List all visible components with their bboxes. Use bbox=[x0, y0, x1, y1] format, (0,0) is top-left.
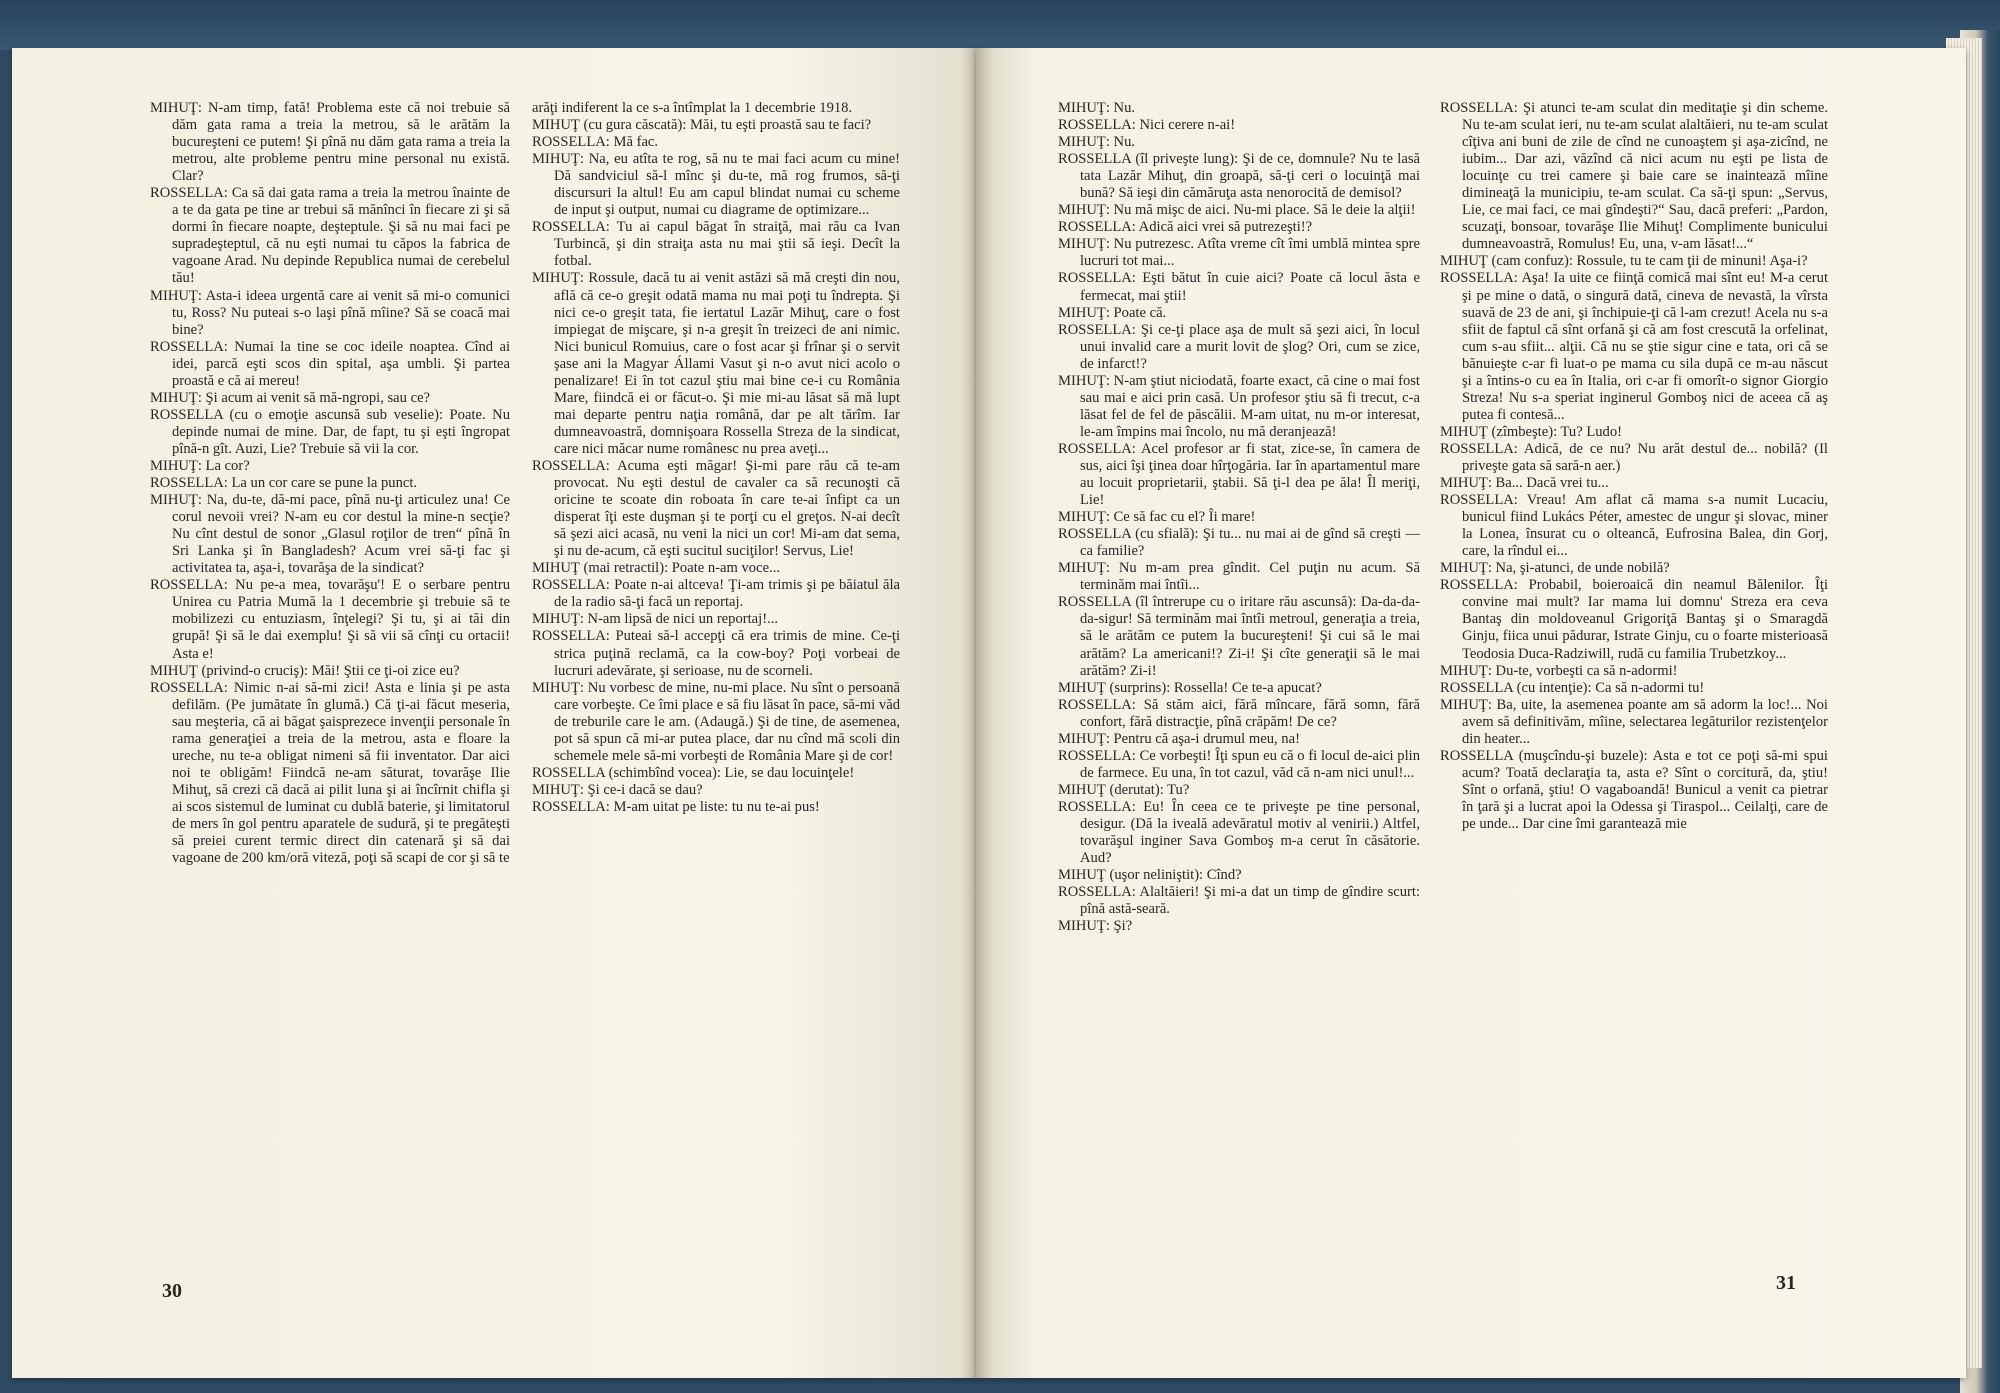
dialogue-paragraph: MIHUŢ: N-am timp, fată! Problema este că noi trebuie să dăm gata rama a treia la metrou, să le arătăm la bucureşteni ce putem! Şi pînă nu dăm gata rama a treia la metrou, alte probleme pentru mine personal nu există. Clar? bbox=[150, 100, 510, 185]
dialogue-paragraph: MIHUŢ: Asta-i ideea urgentă care ai venit să mi-o comunici tu, Ross? Nu puteai s-o laşi pînă mîine? Să se coacă mai bine? bbox=[150, 287, 510, 338]
dialogue-paragraph: MIHUŢ (surprins): Rossella! Ce te-a apucat? bbox=[1058, 679, 1322, 696]
dialogue-paragraph: MIHUŢ: Nu. bbox=[1058, 100, 1136, 116]
dialogue-paragraph: MIHUŢ: Şi ce-i dacă se dau? bbox=[532, 781, 703, 798]
dialogue-paragraph: ROSSELLA: Adică, de ce nu? Nu arăt destul de... nobilă? (Il priveşte gata să sară-n aer.) bbox=[1440, 440, 1828, 474]
dialogue-paragraph: ROSSELLA (îl priveşte lung): Şi de ce, domnule? Nu te lasă tata Lazăr Mihuţ, din groapă, să-ţi ceri o locuinţă mai bună? Să ieşi din cămăruţa asta nenorocită de demisol? bbox=[1058, 151, 1420, 202]
text-column-2 bbox=[532, 100, 900, 816]
dialogue-paragraph: ROSSELLA: M-am uitat pe liste: tu nu te-ai pus! bbox=[532, 798, 820, 815]
dialogue-paragraph: ROSSELLA: Nici cerere n-ai! bbox=[1058, 117, 1236, 134]
dialogue-paragraph: MIHUŢ: La cor? bbox=[150, 457, 250, 474]
dialogue-paragraph: MIHUŢ: N-am ştiut niciodată, foarte exact, că cine o mai fost sau mai e aici prin casă. Un profesor ştiu să fi trecut, c-a lăsat fel de fel de păscălii. M-am uitat, nu m-or interesat, le-am împins mai încolo, nu mă deranjează! bbox=[1058, 372, 1420, 440]
dialogue-paragraph: ROSSELLA (schimbînd vocea): Lie, se dau locuinţele! bbox=[532, 764, 855, 781]
text-column-4 bbox=[1440, 100, 1828, 833]
dialogue-paragraph: ROSSELLA: Şi atunci te-am sculat din meditaţie şi din scheme. Nu te-am sculat ieri, nu te-am sculat alaltăieri, nu te-am sculat cîţiva ani buni de zile de cînd ne cunoaştem şi aşa-zicînd, ne iubim... Dar azi, văzînd că nici acum nu eşti pe lista de locuinţe cu trei camere şi baie care se inaintează mîine dimineaţă la municipiu, te-am sculat. Ca să-ţi spun: „Servus, Lie, ce mai faci, ce mai gîndeşti?“ Sau, dacă preferi: „Pardon, scuzaţi, bonsoar, tovarăşe Ilie Mihuţ! Complimente bunicului dumneavoastră, Romulus! Eu, una, v-am lăsat!...“ bbox=[1440, 100, 1828, 253]
dialogue-paragraph: ROSSELLA: La un cor care se pune la punct. bbox=[150, 475, 418, 492]
dialogue-paragraph: MIHUŢ: Ba... Dacă vrei tu... bbox=[1440, 475, 1609, 492]
dialogue-paragraph: arăţi indiferent la ce s-a întîmplat la 1 decembrie 1918. bbox=[532, 100, 853, 116]
dialogue-paragraph: ROSSELLA: Eu! În ceea ce te priveşte pe tine personal, desigur. (Dă la iveală adevăratul motiv al venirii.) Altfel, tovarăşul inginer Sava Gomboş m-a cerut în căsătorie. Aud? bbox=[1058, 798, 1420, 867]
dialogue-paragraph: ROSSELLA: Nu pe-a mea, tovarăşu'! E o serbare pentru Unirea cu Patria Mumă la 1 decembrie şi trebuie să te mobilizezi cu entuziasm, înţelegi? Şi tu, şi ai tăi din grupă! Şi să le dai exemplu! Şi să vii să cînţi cu ortacii! Asta e! bbox=[150, 577, 510, 662]
dialogue-paragraph: ROSSELLA (muşcîndu-şi buzele): Asta e tot ce poţi să-mi spui acum? Toată declaraţia ta, asta e? Sînt o corcitură, da, ştiu! Sînt o orfană, ştiu! O vagaboandă! Bunicul a venit ca pietrar în ţară şi a lucrat apoi la Odessa şi Tiraspol... Ceilalţi, care de pe unde... Dar cine îmi garantează mie bbox=[1440, 747, 1828, 832]
dialogue-paragraph: ROSSELLA: Poate n-ai altceva! Ţi-am trimis şi pe băiatul ăla de la radio să-ţi facă un reportaj. bbox=[532, 577, 900, 611]
dialogue-paragraph: ROSSELLA: Probabil, boieroaică din neamul Bălenilor. Îţi convine mai mult? Iar mama lui domnu' Streza era ceva Bantaş din moldoveanul Grigoriţă Bantaş şi o Smaragdă Ginju, fiica unui pădurar, Istrate Ginju, cu o foarte misterioasă Teodosia Duca-Radziwill, rudă cu familia Trubetzkoy... bbox=[1440, 577, 1828, 662]
book-gutter bbox=[960, 48, 994, 1378]
dialogue-paragraph: MIHUŢ: Pentru că aşa-i drumul meu, na! bbox=[1058, 730, 1300, 747]
dialogue-paragraph: MIHUŢ (zîmbeşte): Tu? Ludo! bbox=[1440, 423, 1622, 440]
dialogue-paragraph: ROSSELLA: Vreau! Am aflat că mama s-a numit Lucaciu, bunicul fiind Lukács Péter, amestec de ungur şi slovac, miner la Lonea, însurat cu o olteancă, Eufrosina Balea, din Gorj, care, la rîndul ei... bbox=[1440, 492, 1828, 560]
dialogue-paragraph: ROSSELLA (cu sfială): Şi tu... nu mai ai de gînd să creşti — ca familie? bbox=[1058, 526, 1420, 560]
dialogue-paragraph: MIHUŢ (mai retractil): Poate n-am voce... bbox=[532, 560, 781, 577]
dialogue-paragraph: MIHUŢ (uşor neliniştit): Cînd? bbox=[1058, 867, 1242, 884]
dialogue-paragraph: MIHUŢ: Nu. bbox=[1058, 134, 1136, 151]
dialogue-paragraph: MIHUŢ: Na, eu atîta te rog, să nu te mai faci acum cu mine! Dă sandviciul să-l mînc şi du-te, mă rog frumos, să-ţi discursuri la altul! Eu am capul blindat numai cu scheme de input şi output, numai cu diagrame de optimizare... bbox=[532, 151, 900, 219]
dialogue-paragraph: ROSSELLA: Ca să dai gata rama a treia la metrou înainte de a te da gata pe tine ar trebui să mănînci în fiecare zi şi să dormi în fiecare noapte, deşteptule. Şi să nu mai faci pe supradeşteptul, că nu eşti numai tu căpos la fabrica de vagoane Arad. Nu depinde Republica numai de cerebelul tău! bbox=[150, 185, 510, 287]
dialogue-paragraph: ROSSELLA: Mă fac. bbox=[532, 134, 659, 151]
dialogue-paragraph: MIHUŢ (cu gura căscată): Măi, tu eşti proastă sau te faci? bbox=[532, 117, 872, 134]
dialogue-paragraph: MIHUŢ: Ba, uite, la asemenea poante am să adorm la loc!... Noi avem să definitivăm, mîine, selectarea legăturilor rezistenţelor din heater... bbox=[1440, 696, 1828, 747]
dialogue-paragraph: MIHUŢ: Nu mă mişc de aici. Nu-mi place. Să le deie la alţii! bbox=[1058, 202, 1416, 219]
dialogue-paragraph: ROSSELLA (îl întrerupe cu o iritare rău ascunsă): Da-da-da-da-sigur! Să terminăm mai întîi metroul, generaţia a treia, să le arătăm ce putem la bucureşteni! Şi cui să le mai arătăm? La americani!? Zi-i! Şi cîte generaţii să le mai arătăm? Zi-i! bbox=[1058, 594, 1420, 679]
dialogue-paragraph: MIHUŢ: Şi acum ai venit să mă-ngropi, sau ce? bbox=[150, 389, 431, 406]
dialogue-paragraph: MIHUŢ: Nu putrezesc. Atîta vreme cît îmi umblă mintea spre lucruri tot mai... bbox=[1058, 236, 1420, 270]
dialogue-paragraph: ROSSELLA: Tu ai capul băgat în straiţă, mai rău ca Ivan Turbincă, şi din straiţa asta nu mai ştii să ieşi. Decît la fotbal. bbox=[532, 219, 900, 270]
dialogue-paragraph: MIHUŢ: Du-te, vorbeşti ca să n-adormi! bbox=[1440, 662, 1678, 679]
dialogue-paragraph: ROSSELLA: Eşti bătut în cuie aici? Poate că locul ăsta e fermecat, mai ştii! bbox=[1058, 270, 1420, 304]
dialogue-paragraph: MIHUŢ: Ce să fac cu el? Îi mare! bbox=[1058, 509, 1256, 526]
dialogue-paragraph: ROSSELLA: Puteai să-l accepţi că era trimis de mine. Ce-ţi strica puţină reclamă, ca la cow-boy? Poţi vorbeai de lucruri adevărate, şi serioase, nu de scorneli. bbox=[532, 628, 900, 679]
book-cover-top bbox=[0, 0, 2000, 50]
dialogue-paragraph: ROSSELLA: Acuma eşti măgar! Şi-mi pare rău că te-am provocat. Nu eşti destul de cavaler ca să recunoşti că oricine te scoate din roboata în care te-ai înfipt ca un disperat îţi este duşman şi te porţi cu el greţos. N-ai decît să şezi aici acasă, nu veni la nici un cor! Mi-am dat sema, şi nu de-acum, că eşti sucitul suciţilor! Servus, Lie! bbox=[532, 457, 900, 560]
dialogue-paragraph: ROSSELLA (cu o emoţie ascunsă sub veselie): Poate. Nu depinde numai de mine. Dar, de fapt, tu şi eşti îngropat pînă-n gît. Auzi, Lie? Trebuie să vii la cor. bbox=[150, 406, 510, 457]
page-number-left: 30 bbox=[162, 1280, 182, 1302]
dialogue-paragraph: MIHUŢ (derutat): Tu? bbox=[1058, 781, 1190, 798]
dialogue-paragraph: MIHUŢ: Na, du-te, dă-mi pace, pînă nu-ţi articulez una! Ce corul nevoii vrei? N-am eu cor destul la mine-n secţie? Nu cînt destul de sonor „Glasul roţilor de tren“ pînă în Sri Lanka şi în Bangladesh? Acum vrei să-ţi fac şi activitatea ta, aşa-i, tovarăşa de la sindicat? bbox=[150, 492, 510, 577]
dialogue-paragraph: MIHUŢ: Şi? bbox=[1058, 918, 1133, 935]
dialogue-paragraph: MIHUŢ: Nu m-am prea gîndit. Cel puţin nu acum. Să terminăm mai întîi... bbox=[1058, 560, 1420, 594]
dialogue-paragraph: ROSSELLA: Numai la tine se coc ideile noaptea. Cînd ai idei, parcă eşti scos din spital, aşa umbli. Şi partea proastă e că ai mereu! bbox=[150, 338, 510, 389]
dialogue-paragraph: ROSSELLA (cu intenţie): Ca să n-adormi tu! bbox=[1440, 679, 1705, 696]
dialogue-paragraph: MIHUŢ (privind-o cruciş): Măi! Ştii ce ţi-oi zice eu? bbox=[150, 662, 460, 679]
text-column-3 bbox=[1058, 100, 1420, 935]
dialogue-paragraph: ROSSELLA: Acel profesor ar fi stat, zice-se, în camera de sus, aici îşi ţinea doar hîrţogăria. Iar în apartamentul mare au locuit proprietarii, ştabii. Să ţi-l dea pe ăla! Îl meriţi, Lie! bbox=[1058, 440, 1420, 509]
dialogue-paragraph: MIHUŢ: N-am lipsă de nici un reportaj!... bbox=[532, 611, 778, 628]
page-number-right: 31 bbox=[1776, 1272, 1796, 1294]
dialogue-paragraph: ROSSELLA: Să stăm aici, fără mîncare, fără somn, fără confort, fără distracţie, pînă crăpăm! De ce? bbox=[1058, 696, 1420, 730]
text-column-1 bbox=[150, 100, 510, 867]
dialogue-paragraph: MIHUŢ: Na, şi-atunci, de unde nobilă? bbox=[1440, 560, 1670, 577]
dialogue-paragraph: ROSSELLA: Adică aici vrei să putrezeşti!? bbox=[1058, 219, 1313, 236]
dialogue-paragraph: MIHUŢ: Rossule, dacă tu ai venit astăzi să mă creşti din nou, află că ce-o greşit odată mama nu mai poţi tu îndrepta. Şi nici ce-o greşit tata, fie iertatul Lazăr Mihuţ, care o fost impiegat de mişcare, şi n-a greşit în treizeci de ani nimic. Nici bunicul Romuius, care o fost acar şi frînar şi o servit şase ani la Magyar Állami Vasut şi n-o avut nici acolo o penalizare! Ei în tot cazul ştiu mai bine ce-i cu România Mare, fiindcă ei or făcut-o. Şi mie mi-au lăsat să mă lupt mai departe pentru naţia română, dar pe alt tărîm. Iar dumneavoastră, domnişoara Rossella Streza de la sindicat, care nici măcar nume românesc nu prea aveţi... bbox=[532, 270, 900, 457]
dialogue-paragraph: MIHUŢ: Poate că. bbox=[1058, 304, 1167, 321]
dialogue-paragraph: ROSSELLA: Ce vorbeşti! Îţi spun eu că o fi locul de-aici plin de farmece. Eu una, în tot cazul, văd că n-am nici unul!... bbox=[1058, 747, 1420, 781]
dialogue-paragraph: MIHUŢ (cam confuz): Rossule, tu te cam ţii de minuni! Aşa-i? bbox=[1440, 253, 1808, 270]
dialogue-paragraph: ROSSELLA: Aşa! Ia uite ce fiinţă comică mai sînt eu! M-a cerut şi pe mine o dată, o singură dată, cineva de nevastă, la vîrsta suavă de 23 de ani, şi închipuie-ţi că l-am crezut! Acela nu s-a sfiit de faptul că sînt orfană şi că am fost crescută la orfelinat, cum s-au sfiit... alţii. Că nu se ştie sigur cine e tata, ori că se bănuieşte c-ar fi luat-o pe mama cu sila după ce m-au născut şi a întins-o cu ea în Italia, ori c-ar fi omorît-o signor Giorgio Streza! Nu s-a speriat inginerul Gomboş nici de aceea că aş putea fi contesă... bbox=[1440, 270, 1828, 423]
dialogue-paragraph: MIHUŢ: Nu vorbesc de mine, nu-mi place. Nu sînt o persoană care vorbeşte. Ce îmi place e să fiu lăsat în pace, să-mi văd de treburile care le am. (Adaugă.) Şi de tine, de asemenea, pot să spun că mi-ar putea place, dar nu cînd mă scoli din schemele mele să-mi vorbeşti de România Mare şi de cor! bbox=[532, 679, 900, 764]
dialogue-paragraph: ROSSELLA: Şi ce-ţi place aşa de mult să şezi aici, în locul unui invalid care a murit lovit de şlog? Ori, cum se zice, de infarct!? bbox=[1058, 321, 1420, 372]
dialogue-paragraph: ROSSELLA: Alaltăieri! Şi mi-a dat un timp de gîndire scurt: pînă astă-seară. bbox=[1058, 884, 1420, 918]
dialogue-paragraph: ROSSELLA: Nimic n-ai să-mi zici! Asta e linia şi pe asta defilăm. (Pe jumătate în glumă.) Că ţi-ai făcut meseria, sau meşteria, că ai băgat şaisprezece invenţii personale în rama generaţiei a treia de la metrou, asta e floare la ureche, nu te-a obligat nimeni să fii inventator. Dar aici noi te obligăm! Fiindcă ne-am săturat, tovarăşe Ilie Mihuţ, să crezi că dacă ai pilit luna şi ai încîrnit chifla şi ai scos sistemul de luminat cu dublă baterie, şi limitatorul de mers în gol pentru aparatele de sudură, şi te pregăteşti să preiei curent termic direct din catenară şi să dai vagoane de 200 km/oră viteză, poţi să scapi de cor şi să te bbox=[150, 679, 510, 867]
